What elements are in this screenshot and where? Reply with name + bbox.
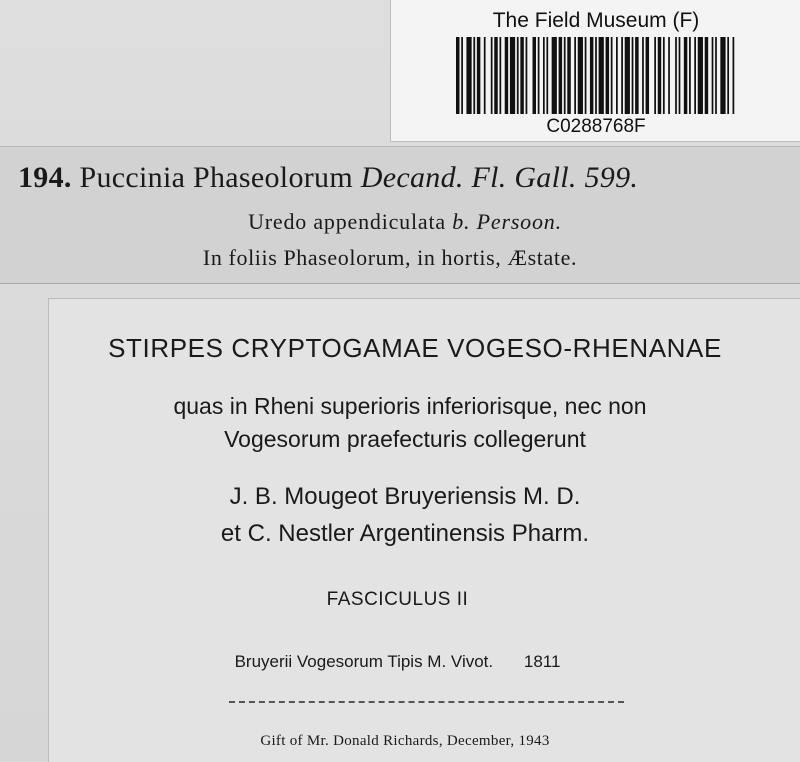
synonym-line — [0, 209, 800, 235]
collector-line2: et C. Nestler Argentinensis Pharm. — [220, 520, 590, 547]
publication-year: 1811 — [523, 652, 561, 671]
fasciculus-label: FASCICULUS II — [326, 589, 469, 610]
exsiccata-label — [48, 298, 800, 762]
synonym-authority: b. Persoon. — [452, 209, 562, 234]
species-heading — [18, 161, 638, 195]
collector-line1: J. B. Mougeot Bruyeriensis M. D. — [229, 483, 581, 510]
species-label — [0, 146, 800, 284]
exsiccata-subtitle-line2: Vogesorum praefecturis collegerunt — [224, 426, 586, 452]
species-authority: Decand. Fl. Gall. 599. — [360, 161, 639, 194]
exsiccata-subtitle-line1: quas in Rheni superioris inferiorisque, nec non — [173, 393, 647, 419]
barcode-label — [390, 0, 800, 142]
printer-name: Bruyerii Vogesorum Tipis M. Vivot. — [234, 652, 494, 671]
species-number: 194. — [18, 161, 72, 194]
printer-line — [49, 652, 800, 672]
institution-name: The Field Museum (F) — [492, 9, 700, 32]
synonym-name: Uredo appendiculata — [248, 209, 446, 234]
catalog-number: C0288768F — [546, 116, 646, 137]
barcode-image — [456, 37, 736, 114]
gift-line: Gift of Mr. Donald Richards, December, 1943 — [260, 733, 550, 749]
habitat-line: In foliis Phaseolorum, in hortis, Æstate. — [202, 245, 578, 270]
species-name: Puccinia Phaseolorum — [79, 161, 353, 194]
exsiccata-title: STIRPES CRYPTOGAMAE VOGESO-RHENANAE — [108, 333, 722, 363]
dashed-divider — [229, 701, 624, 703]
